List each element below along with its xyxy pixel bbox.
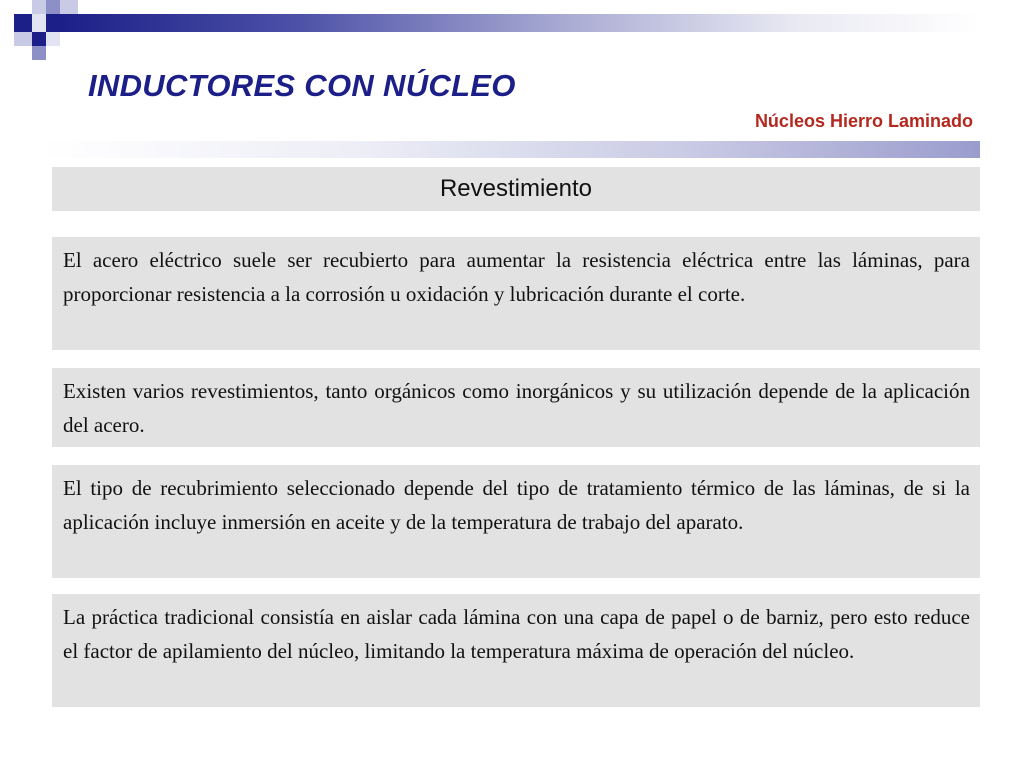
square-decoration <box>60 0 78 14</box>
square-decoration <box>46 14 60 32</box>
separator-gradient-bar <box>40 141 980 158</box>
slide-subtitle: Núcleos Hierro Laminado <box>754 111 973 131</box>
square-decoration <box>32 46 46 60</box>
top-gradient-bar <box>60 14 980 32</box>
section-heading: Revestimiento <box>52 167 980 211</box>
square-decoration <box>46 32 60 46</box>
square-decoration <box>14 14 32 32</box>
square-decoration <box>14 32 32 46</box>
slide-title: INDUCTORES CON NÚCLEO <box>88 68 516 103</box>
square-decoration <box>32 14 46 32</box>
paragraph-box: Existen varios revestimientos, tanto orgánicos como inorgánicos y su utilización depende de la aplicación del acero. <box>52 368 980 447</box>
square-decoration <box>46 0 60 14</box>
paragraph-box: El acero eléctrico suele ser recubierto para aumentar la resistencia eléctrica entre las láminas, para proporcionar resistencia a la corrosión u oxidación y lubricación durante el corte. <box>52 237 980 350</box>
square-decoration <box>32 32 46 46</box>
square-decoration <box>32 0 46 14</box>
paragraph-box: La práctica tradicional consistía en aislar cada lámina con una capa de papel o de barniz, pero esto reduce el factor de apilamiento del núcleo, limitando la temperatura máxima de operación del núcleo. <box>52 594 980 707</box>
paragraph-box: El tipo de recubrimiento seleccionado depende del tipo de tratamiento térmico de las láminas, de si la aplicación incluye inmersión en aceite y de la temperatura de trabajo del aparato. <box>52 465 980 578</box>
